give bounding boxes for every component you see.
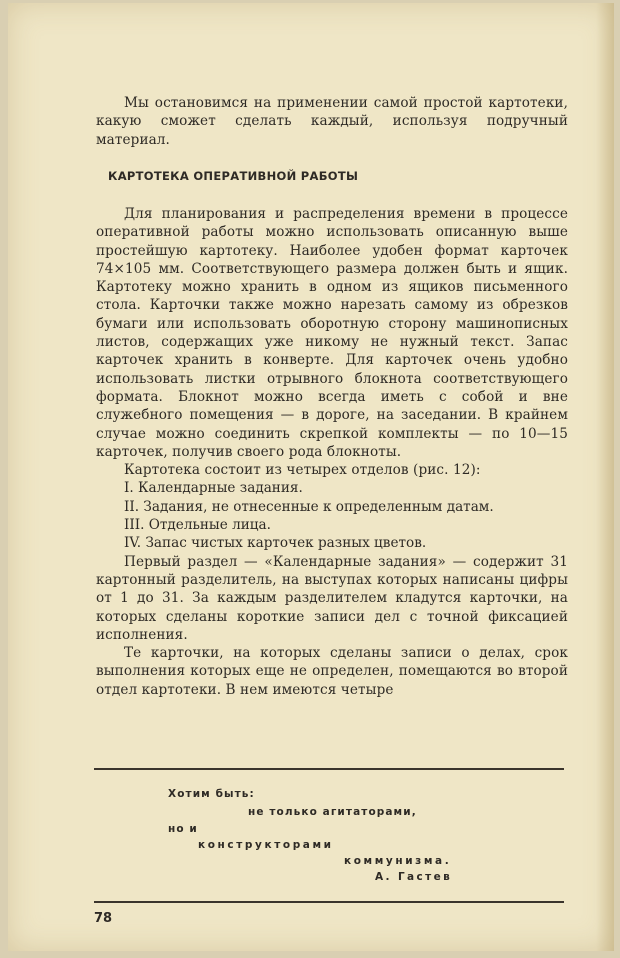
quote-line-2: не только агитаторами, <box>248 806 417 818</box>
quote-author: А. Гастев <box>375 871 453 883</box>
section-item-4: IV. Запас чистых карточек разных цветов. <box>124 535 427 552</box>
intro-block <box>96 94 568 149</box>
paragraph-3: Первый раздел — «Календарные задания» — содержит 31 картонный разделитель, на выступах которых написаны цифры от 1 до 31. За каждым разделителем кладутся карточки, на которых сделаны короткие записи дел с точной фиксацией исполнения. <box>96 553 568 643</box>
section-heading: КАРТОТЕКА ОПЕРАТИВНОЙ РАБОТЫ <box>108 169 359 183</box>
section-item-1: I. Календарные задания. <box>124 480 303 497</box>
quote-line-5: коммунизма. <box>344 855 452 867</box>
paragraph-4: Те карточки, на которых сделаны записи о делах, срок выполнения которых еще не определен, помещаются во второй отдел картотеки. В нем имеются четыре <box>96 645 568 698</box>
book-page <box>8 3 614 951</box>
divider-top <box>94 768 564 770</box>
paragraph-1: Для планирования и распределения времени в процессе оперативной работы можно использовать описанную выше простейшую картотеку. Наиболее удобен формат карточек 74×105 мм. Соответствующего размера должен быть и ящик. Картотеку можно хранить в одном из ящиков письменного стола. Карточки также можно нарезать самому из обрезков бумаги или использовать оборотную сторону машинописных листов, содержащих уже никому не нужный текст. Запас карточек хранить в конверте. Для карточек очень удобно использовать листки отрывного блокнота соответствующего формата. Блокнот можно всегда иметь с собой и вне служебного помещения — в дороге, на заседании. В крайнем случае можно соединить скрепкой комплекты — по 10—15 карточек, получив своего рода блокноты. <box>96 206 568 460</box>
quote-line-3: но и <box>168 823 198 835</box>
quote-line-1: Хотим быть: <box>168 788 255 800</box>
intro-paragraph: Мы остановимся на применении самой простой картотеки, какую сможет сделать каждый, используя подручный материал. <box>96 95 568 148</box>
sections-list <box>96 479 568 552</box>
paragraph-2: Картотека состоит из четырех отделов (рис. 12): <box>124 462 481 479</box>
section-item-2: II. Задания, не отнесенные к определенным датам. <box>124 498 494 515</box>
body-text <box>96 205 568 699</box>
quote-line-4: конструкторами <box>198 839 334 851</box>
section-item-3: III. Отдельные лица. <box>124 517 271 534</box>
page-number: 78 <box>94 911 113 926</box>
divider-bottom <box>94 901 564 903</box>
